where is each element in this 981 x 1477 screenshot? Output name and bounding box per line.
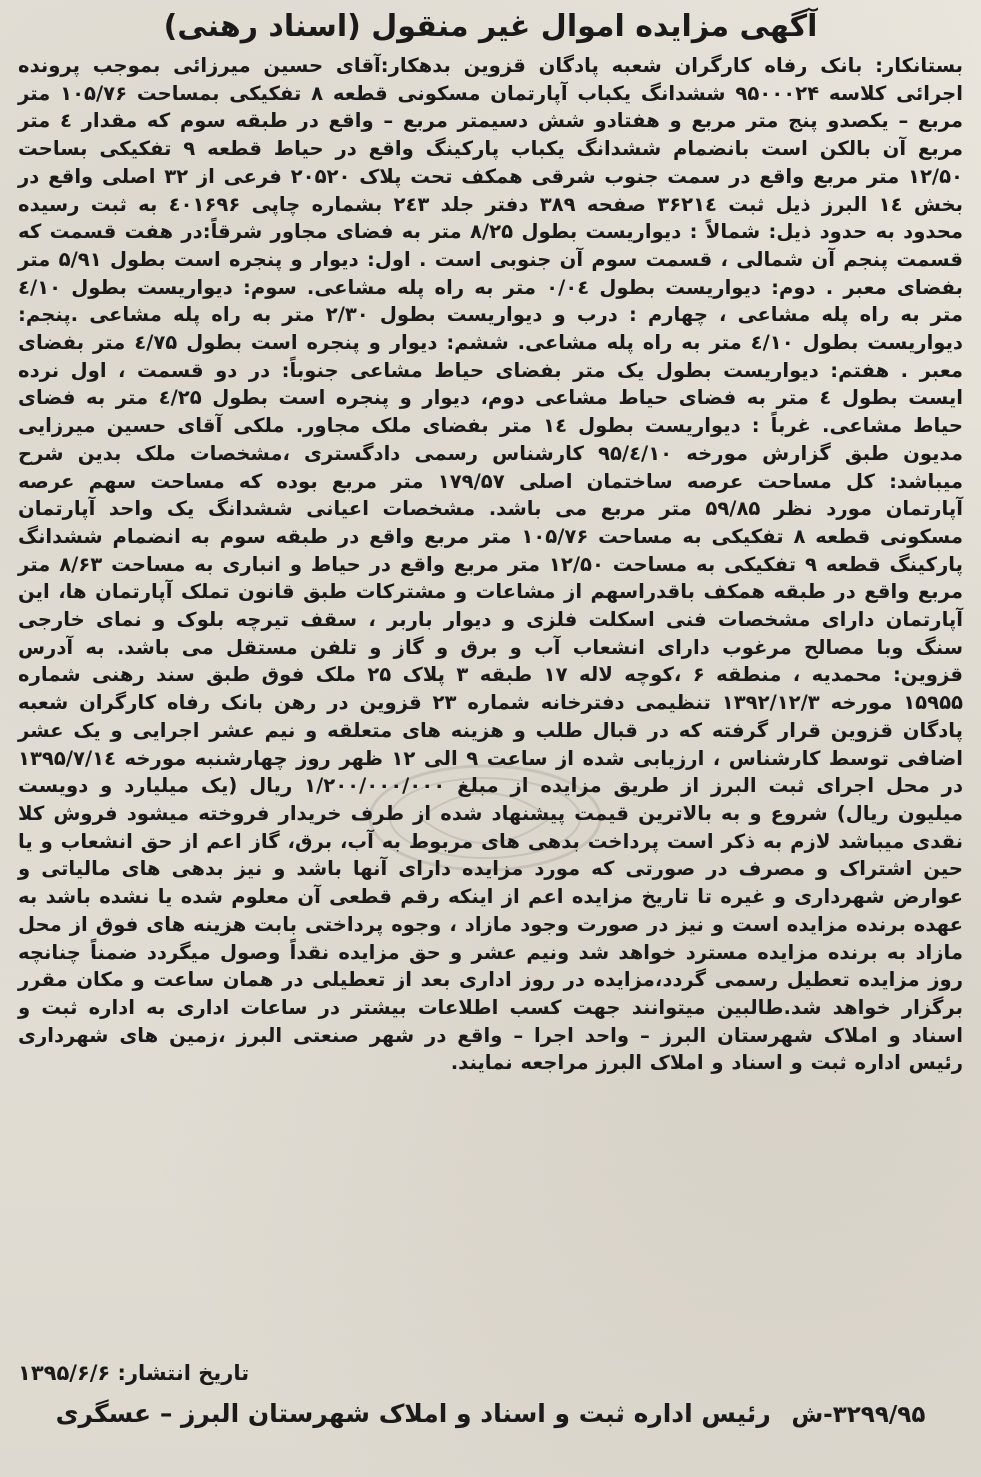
auction-notice <box>18 6 963 1467</box>
notice-footer <box>18 1399 963 1428</box>
footer-code: ۳۲۹۹/۹۵-ش <box>791 1402 926 1428</box>
publish-date: تاریخ انتشار: ۱۳۹۵/۶/۶ <box>18 1361 250 1385</box>
notice-body: بستانکار: بانک رفاه کارگران شعبه پادگان قزوین بدهکار:آقای حسین میرزائی بموجب پرونده اجرائی کلاسه ۹۵۰۰۰۲۴ ششدانگ یکباب آپارتمان مسکونی قطعه ۸ تفکیکی بمساحت ۱۰۵/۷۶ متر مربع – یکصدو پنج متر مربع و هفتادو شش دسیمتر مربع – واقع در طبقه سوم که مقدار ٤ متر مربع آن بالکن است بانضمام ششدانگ یکباب پارکینگ واقع در حیاط قطعه ۹ تفکیکی بساحت ۱۲/۵۰ متر مربع واقع در سمت جنوب شرقی همکف تحت پلاک ۲۰۵۲۰ فرعی از ۳۲ اصلی واقع در بخش ۱٤ البرز ذیل ثبت ۳۶۲۱٤ صفحه ۳۸۹ دفتر جلد ۲٤۳ بشماره چاپی ٤۰۱۶۹۶ به ثبت رسیده محدود به حدود ذیل: شمالاً : دیواریست بطول ۸/۲۵ متر به فضای مجاور شرقاً:در هفت قسمت که قسمت پنجم آن شمالی ، قسمت سوم آن جنوبی است . اول: دیوار و پنجره است بطول ۵/۹۱ متر بفضای معبر . دوم: دیواریست بطول ۰/۰٤ متر به راه پله مشاعی. سوم: دیواریست بطول ٤/۱۰ متر به راه پله مشاعی ، چهارم : درب و دیواریست بطول ۲/۳۰ متر به راه پله مشاعی .پنجم: دیواریست بطول ٤/۱۰ متر به راه پله مشاعی. ششم: دیوار و پنجره است بطول ٤/۷۵ متر بفضای معبر . هفتم: دیواریست بطول یک متر بفضای حیاط مشاعی جنوباً: در دو قسمت ، اول نرده ایست بطول ٤ متر به فضای حیاط مشاعی دوم، دیوار و پنجره است بطول ٤/۲۵ متر به فضای حیاط مشاعی. غرباً : دیواریست بطول ۱٤ متر بفضای ملک مجاور. ملکی آقای حسین میرزایی مدیون طبق گزارش مورخه ۹۵/٤/۱۰ کارشناس رسمی دادگستری ،مشخصات ملک بدین شرح میباشد: کل مساحت عرصه ساختمان اصلی ۱۷۹/۵۷ متر مربع بوده که مساحت سهم عرصه آپارتمان مورد نظر ۵۹/۸۵ متر مربع می باشد. مشخصات اعیانی ششدانگ یک واحد آپارتمان مسکونی قطعه ۸ تفکیکی به مساحت ۱۰۵/۷۶ متر مربع واقع در طبقه سوم به انضمام ششدانگ پارکینگ قطعه ۹ تفکیکی به مساحت ۱۲/۵۰ متر مربع واقع در حیاط و انباری به مساحت ۸/۶۳ متر مربع واقع در طبقه همکف باقدراسهم از مشاعات و مشترکات طبق قانون تملک آپارتمان ها، این آپارتمان دارای مشخصات فنی اسکلت فلزی و دیوار باربر ، سقف تیرچه بلوک و نمای خارجی سنگ وبا مصالح مرغوب دارای انشعاب آب و برق و گاز و تلفن مستقل می باشد. به آدرس قزوین: محمدیه ، منطقه ۶ ،کوچه لاله ۱۷ طبقه ۳ پلاک ۲۵ ملک فوق طبق سند رهنی شماره ۱۵۹۵۵ مورخه ۱۳۹۲/۱۲/۳ تنظیمی دفترخانه شماره ۲۳ قزوین در رهن بانک رفاه کارگران شعبه پادگان قزوین قرار گرفته که در قبال طلب و هزینه های متعلقه و نیم عشر اجرایی و یک عشر اضافی توسط کارشناس ، ارزیابی شده از ساعت ۹ الی ۱۲ ظهر روز چهارشنبه مورخه ۱۳۹۵/۷/۱٤ در محل اجرای ثبت البرز از طریق مزایده از مبلغ ۱/۲۰۰/۰۰۰/۰۰۰ ریال (یک میلیارد و دویست میلیون ریال) شروع و به بالاترین قیمت پیشنهاد شده از طرف خریدار فروخته میشود فروش کلا نقدی میباشد لازم به ذکر است پرداخت بدهی های مربوط به آب، برق، گاز اعم از حق انشعاب و یا حین اشتراک و مصرف در صورتی که مورد مزایده دارای آنها باشد و نیز بدهی های مالیاتی و عوارض شهرداری و غیره تا تاریخ مزایده اعم از اینکه رقم قطعی آن معلوم شده یا نشده باشد به عهده برنده مزایده است و نیز در صورت وجود مازاد ، وجوه پرداختی بابت هزینه های فوق از محل مازاد به برنده مزایده مسترد خواهد شد ونیم عشر و حق مزایده نقداً وصول میگردد ضمناً چنانچه روز مزایده تعطیل رسمی گردد،مزایده در روز اداری بعد از تعطیلی در همان ساعت و مکان مقرر برگزار خواهد شد.طالبین میتوانند جهت کسب اطلاعات بیشتر در ساعات اداری به اداره ثبت و اسناد و املاک شهرستان البرز – واحد اجرا – واقع در شهر صنعتی البرز ،زمین های شهرداری رئیس اداره ثبت و اسناد و املاک البرز مراجعه نمایند. <box>18 54 964 1075</box>
footer-signature: رئیس اداره ثبت و اسناد و املاک شهرستان البرز – عسگری <box>55 1399 771 1428</box>
notice-title: آگهی مزایده اموال غیر منقول (اسناد رهنی) <box>163 9 818 44</box>
